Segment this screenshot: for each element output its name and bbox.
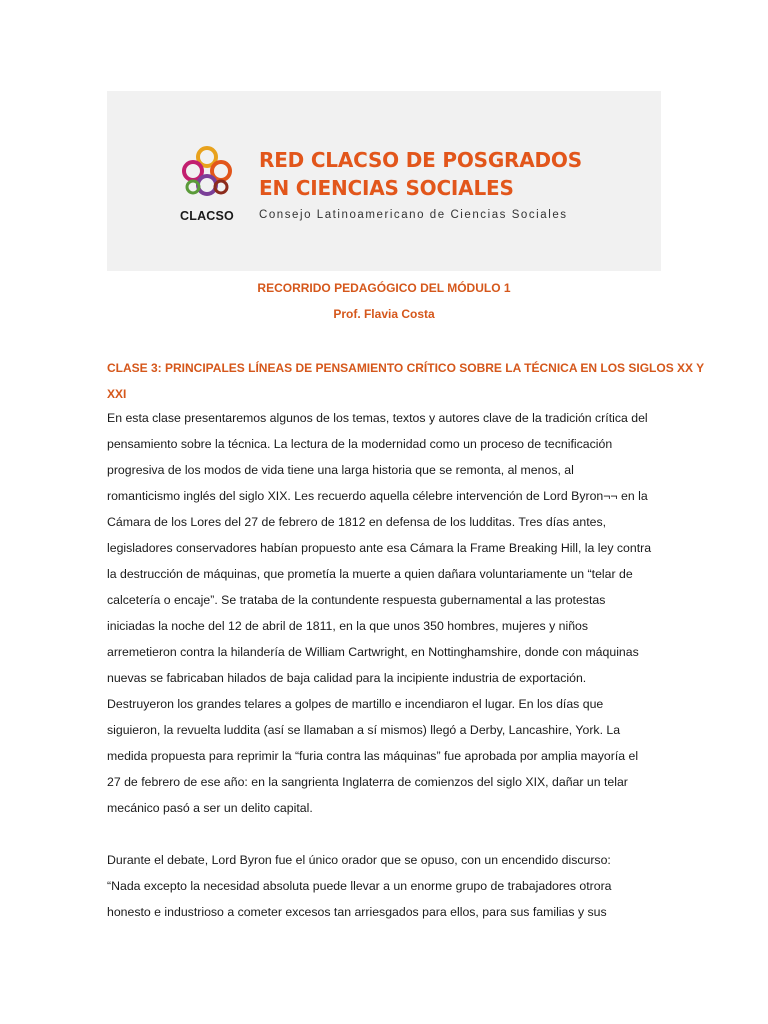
paragraph-line: medida propuesta para reprimir la “furia contra las máquinas” fue aprobada por amplia mayoría el xyxy=(107,749,639,763)
paragraph-line: Cámara de los Lores del 27 de febrero de 1812 en defensa de los ludditas. Tres días antes, xyxy=(107,515,607,529)
section-title xyxy=(107,355,705,407)
paragraph-line: 27 de febrero de ese año: en la sangrienta Inglaterra de comienzos del siglo XIX, dañar un telar xyxy=(107,775,628,789)
banner-title xyxy=(259,146,582,202)
paragraph-line: pensamiento sobre la técnica. La lectura de la modernidad como un proceso de tecnificación xyxy=(107,437,613,451)
banner-subtitle: Consejo Latinoamericano de Ciencias Sociales xyxy=(259,209,568,221)
author-line: Prof. Flavia Costa xyxy=(333,307,435,321)
paragraph-line: Destruyeron los grandes telares a golpes de martillo e incendiaron el lugar. En los días que xyxy=(107,697,604,711)
paragraph-line: honesto e industrioso a cometer excesos tan arriesgados para ellos, para sus familias y sus xyxy=(107,905,607,919)
paragraph-line: la destrucción de máquinas, que prometía la muerte a quien dañara voluntariamente un “telar de xyxy=(107,567,633,581)
paragraph-line: siguieron, la revuelta luddita (así se llamaban a sí mismos) llegó a Derby, Lancashire, York. La xyxy=(107,723,621,737)
banner-title-line-1: RED CLACSO DE POSGRADOS xyxy=(259,148,582,172)
paragraph-line: “Nada excepto la necesidad absoluta puede llevar a un enorme grupo de trabajadores otrora xyxy=(107,879,612,893)
paragraph-line: mecánico pasó a ser un delito capital. xyxy=(107,801,313,815)
paragraph-line: legisladores conservadores habían propuesto ante esa Cámara la Frame Breaking Hill, la ley contra xyxy=(107,541,652,555)
banner-title-line-2: EN CIENCIAS SOCIALES xyxy=(259,176,514,200)
paragraph-line: progresiva de los modos de vida tiene una larga historia que se remonta, al menos, al xyxy=(107,463,574,477)
paragraph-line: iniciadas la noche del 12 de abril de 1811, en la que unos 350 hombres, mujeres y niños xyxy=(107,619,589,633)
clacso-logo-icon xyxy=(179,143,235,203)
paragraph-line: calcetería o encaje”. Se trataba de la contundente respuesta gubernamental a las protestas xyxy=(107,593,606,607)
paragraph-line: arremetieron contra la hilandería de William Cartwright, en Nottinghamshire, donde con máquinas xyxy=(107,645,639,659)
paragraph-line: En esta clase presentaremos algunos de los temas, textos y autores clave de la tradición crítica del xyxy=(107,411,648,425)
clacso-logo-text: CLACSO xyxy=(180,209,234,223)
paragraph-line: Durante el debate, Lord Byron fue el único orador que se opuso, con un encendido discurso: xyxy=(107,853,611,867)
section-title-line-1: CLASE 3: PRINCIPALES LÍNEAS DE PENSAMIENTO CRÍTICO SOBRE LA TÉCNICA EN LOS SIGLOS XX Y xyxy=(107,361,705,375)
paragraph-line: romanticismo inglés del siglo XIX. Les recuerdo aquella célebre intervención de Lord Byron¬¬ en la xyxy=(107,489,648,503)
section-title-line-2: XXI xyxy=(107,387,127,401)
paragraph-1 xyxy=(107,405,667,821)
paragraph-line: nuevas se fabricaban hilados de baja calidad para la incipiente industria de exportación. xyxy=(107,671,587,685)
header-banner xyxy=(107,91,661,271)
module-heading: RECORRIDO PEDAGÓGICO DEL MÓDULO 1 xyxy=(257,281,511,295)
paragraph-2 xyxy=(107,847,667,925)
